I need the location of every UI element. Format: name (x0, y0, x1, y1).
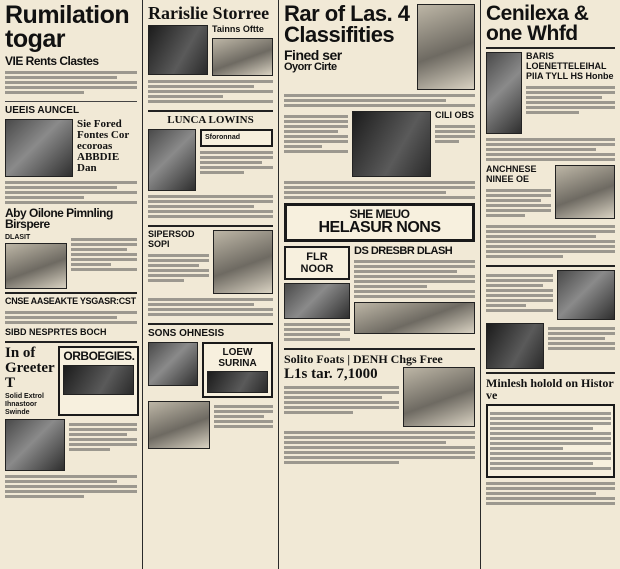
news-photo (403, 367, 475, 427)
divider (148, 323, 273, 325)
text-block (148, 191, 273, 222)
text-line (284, 446, 475, 449)
text-line (5, 191, 137, 194)
news-photo (284, 283, 350, 319)
divider (486, 47, 615, 49)
text-line (284, 386, 399, 389)
text-line (548, 327, 615, 330)
text-line (69, 423, 137, 426)
news-photo (5, 243, 67, 289)
text-block (284, 177, 475, 203)
text-line (284, 401, 399, 404)
text-line (5, 485, 137, 488)
text-line (486, 235, 596, 238)
text-line (526, 86, 615, 89)
column-4 (480, 0, 620, 569)
text-line (71, 253, 137, 256)
text-line (71, 258, 137, 261)
lower-headline: In of Greeter T (5, 345, 55, 392)
column-2 (142, 0, 278, 569)
text-line (284, 338, 350, 341)
text-line (5, 76, 117, 79)
text-line (486, 309, 553, 312)
text-block (214, 401, 273, 449)
text-line (486, 209, 551, 212)
text-line (71, 268, 137, 271)
text-block (486, 185, 551, 221)
text-line (526, 91, 615, 94)
text-line (548, 337, 605, 340)
news-photo (148, 342, 198, 386)
text-block (548, 323, 615, 369)
price-headline: L1s tar. 7,1000 (284, 365, 378, 382)
text-line (486, 138, 615, 141)
text-line (284, 333, 340, 336)
news-photo (5, 119, 73, 177)
text-line (148, 313, 273, 316)
text-line (548, 342, 615, 345)
text-line (284, 456, 475, 459)
text-line (200, 151, 273, 154)
banner-top: SHE MEUO (349, 207, 410, 221)
news-photo (486, 323, 544, 369)
text-line (148, 279, 184, 282)
column-2-title: Rarislie Storree (148, 3, 270, 23)
column-1-title: Rumilation togar (5, 1, 130, 53)
text-block (71, 234, 137, 290)
text-line (354, 290, 475, 293)
text-line (284, 451, 475, 454)
text-block (284, 427, 475, 468)
news-photo (63, 365, 134, 395)
text-line (490, 467, 611, 470)
text-block (486, 270, 553, 320)
news-photo (212, 38, 273, 76)
text-line (148, 259, 209, 262)
text-line (69, 443, 137, 446)
text-block (5, 67, 137, 98)
text-line (490, 412, 611, 415)
column-4-sub: BARIS LOENETTELEIHAL PIIA TYLL HS Honbe (526, 50, 614, 81)
divider (148, 110, 273, 112)
text-line (284, 150, 348, 153)
text-line (214, 425, 273, 428)
divider (148, 225, 273, 227)
text-line (200, 156, 273, 159)
news-photo (148, 25, 208, 75)
text-line (486, 294, 553, 297)
text-line (284, 461, 399, 464)
text-line (354, 285, 427, 288)
text-line (284, 181, 475, 184)
news-photo (148, 129, 196, 191)
classified-table (486, 404, 615, 478)
text-line (486, 482, 615, 485)
text-line (200, 166, 273, 169)
text-line (490, 427, 593, 430)
text-line (486, 240, 615, 243)
lower-headline: SONS OHNESIS (148, 327, 225, 339)
text-line (148, 298, 273, 301)
news-photo (486, 52, 522, 134)
text-line (214, 410, 273, 413)
text-line (490, 442, 611, 445)
text-line (200, 161, 262, 164)
column-2-tag: Tainns Oftte (212, 24, 264, 34)
news-photo (207, 371, 268, 393)
text-block (148, 76, 273, 107)
text-line (284, 186, 475, 189)
text-block (284, 111, 348, 177)
boxed-headline: ORBOEGIES. (63, 349, 135, 364)
text-line (490, 437, 611, 440)
text-block (490, 408, 611, 474)
text-line (148, 254, 209, 257)
text-line (490, 462, 593, 465)
news-photo (354, 302, 475, 334)
mid2-headline: SIPERSOD (148, 228, 195, 239)
text-line (486, 204, 551, 207)
text-line (486, 225, 615, 228)
divider (5, 341, 137, 343)
text-line (490, 422, 611, 425)
text-line (490, 457, 611, 460)
text-block (148, 294, 273, 320)
text-line (486, 194, 551, 197)
text-line (486, 148, 596, 151)
news-photo (555, 165, 615, 219)
column-3-sub2: Oyorr Cirte (284, 61, 337, 74)
text-line (284, 196, 475, 199)
text-line (5, 186, 117, 189)
text-line (435, 130, 475, 133)
text-line (435, 140, 459, 143)
text-line (148, 200, 273, 203)
column-1-subtitle: VIE Rents Clastes (5, 53, 99, 68)
text-line (148, 195, 273, 198)
text-block (486, 478, 615, 509)
text-line (71, 263, 111, 266)
news-photo (557, 270, 615, 320)
text-line (284, 396, 382, 399)
text-block (69, 419, 137, 471)
text-line (284, 115, 348, 118)
mid-headline: LUNCA LOWINS (167, 113, 254, 126)
text-line (486, 250, 615, 253)
text-block (284, 90, 475, 111)
text-block (486, 134, 615, 165)
text-line (284, 436, 475, 439)
text-line (69, 428, 137, 431)
lower-subhead: Solid Extrol Ihnastoor Swinde (5, 393, 44, 416)
text-line (148, 80, 273, 83)
text-line (486, 189, 551, 192)
text-line (148, 269, 209, 272)
mid3-headline: SOPI (148, 238, 170, 249)
news-photo (352, 111, 431, 177)
text-line (284, 140, 348, 143)
text-line (354, 265, 475, 268)
divider (486, 372, 615, 374)
text-line (284, 145, 322, 148)
divider (486, 265, 615, 267)
text-line (69, 448, 110, 451)
text-line (200, 171, 244, 174)
text-line (490, 417, 611, 420)
text-block (435, 121, 475, 147)
divider (284, 348, 475, 350)
classifieds-banner (284, 203, 475, 242)
mid-headline: DS DRESBR DLASH (354, 244, 453, 257)
text-line (486, 230, 615, 233)
text-line (354, 280, 475, 283)
text-line (5, 91, 84, 94)
text-line (148, 85, 254, 88)
text-line (486, 255, 563, 258)
text-line (486, 158, 615, 161)
text-line (148, 95, 223, 98)
text-line (71, 248, 127, 251)
text-block (5, 177, 137, 208)
text-line (354, 260, 475, 263)
news-photo (213, 230, 274, 294)
text-line (5, 196, 84, 199)
text-line (486, 304, 526, 307)
text-line (284, 99, 446, 102)
text-line (490, 447, 563, 450)
text-block (486, 221, 615, 262)
lower-headline: Minlesh holold on Histor ve (486, 375, 614, 402)
text-line (5, 490, 137, 493)
text-line (526, 106, 615, 109)
column-3-sub1: Fined ser (284, 46, 342, 63)
column-3 (278, 0, 480, 569)
text-line (486, 199, 541, 202)
text-line (284, 120, 348, 123)
text-line (486, 289, 553, 292)
text-line (284, 328, 350, 331)
text-line (486, 492, 596, 495)
text-line (148, 303, 254, 306)
text-line (284, 125, 348, 128)
text-line (486, 497, 615, 500)
text-block (200, 147, 273, 178)
banner-bottom: HELASUR NONS (318, 219, 441, 237)
text-line (486, 274, 553, 277)
text-line (284, 130, 338, 133)
text-line (148, 308, 273, 311)
text-block (284, 319, 350, 345)
text-line (214, 405, 273, 408)
strip-headline: CNSE AASEAKTE YSGASR:CST (5, 296, 136, 307)
text-line (354, 275, 475, 278)
text-line (486, 279, 553, 282)
text-line (486, 284, 543, 287)
text-line (71, 243, 137, 246)
column-3-tag: CILI OBS (435, 110, 475, 120)
text-block (526, 82, 615, 118)
text-block (5, 307, 137, 328)
text-line (284, 104, 475, 107)
text-line (435, 125, 475, 128)
sub-box: Sforonnad (200, 129, 273, 147)
divider (5, 101, 137, 102)
text-line (486, 245, 615, 248)
text-line (5, 86, 137, 89)
section-headline: ANCHNESE NINEE OE (486, 163, 537, 184)
text-line (490, 432, 611, 435)
text-line (284, 431, 475, 434)
text-line (148, 264, 199, 267)
text-line (69, 438, 137, 441)
text-line (214, 420, 273, 423)
news-photo (417, 4, 475, 90)
text-block (354, 256, 475, 302)
text-line (148, 215, 273, 218)
text-line (354, 295, 475, 298)
text-line (490, 452, 611, 455)
text-line (284, 94, 475, 97)
column-1 (0, 0, 142, 569)
text-line (284, 191, 446, 194)
text-line (486, 153, 615, 156)
text-line (5, 495, 84, 498)
text-line (5, 321, 137, 324)
text-line (5, 181, 137, 184)
text-line (5, 81, 137, 84)
text-line (486, 502, 615, 505)
column-3-title: Rar of Las. 4 Classifities (284, 1, 410, 47)
text-line (284, 441, 446, 444)
text-line (435, 135, 475, 138)
divider (5, 292, 137, 294)
stamp-headline: LOEW SURINA (218, 346, 257, 369)
text-line (214, 415, 264, 418)
text-line (486, 214, 525, 217)
section-headline: Aby Oilone Pimnling Birspere (5, 205, 113, 232)
boxed-label: FLR NOOR (284, 246, 350, 280)
text-line (71, 238, 137, 241)
text-line (284, 411, 353, 414)
text-line (148, 274, 209, 277)
text-line (526, 96, 602, 99)
text-line (284, 406, 399, 409)
photo-caption: DLASIT (5, 233, 31, 241)
text-line (548, 347, 615, 350)
promo-headline: Sie Fored Fontes Cor ecoroas ABBDIE Dan (77, 117, 130, 174)
text-line (486, 299, 553, 302)
text-line (284, 391, 399, 394)
text-line (284, 323, 350, 326)
text-line (5, 475, 137, 478)
band-headline: SIBD NESPRTES BOCH (5, 327, 107, 338)
text-block (148, 250, 209, 286)
text-line (148, 205, 254, 208)
column-4-title: Cenilexa & one Whfd (486, 2, 589, 45)
text-line (284, 135, 348, 138)
text-line (526, 111, 579, 114)
text-line (5, 71, 137, 74)
text-line (148, 210, 273, 213)
text-line (354, 270, 457, 273)
text-line (548, 332, 615, 335)
text-line (148, 100, 273, 103)
text-line (526, 101, 615, 104)
text-line (69, 433, 127, 436)
text-line (148, 90, 273, 93)
classified-headline: Solito Foats | DENH Chgs Free (284, 351, 443, 366)
text-line (486, 487, 615, 490)
column-1-kicker: UEEIS AUNCEL (5, 104, 80, 116)
text-block (5, 471, 137, 502)
text-line (486, 143, 615, 146)
news-photo (5, 419, 65, 471)
text-line (5, 201, 137, 204)
text-block (284, 382, 399, 418)
text-line (5, 480, 117, 483)
text-line (5, 316, 117, 319)
news-photo (148, 401, 210, 449)
text-line (5, 311, 137, 314)
